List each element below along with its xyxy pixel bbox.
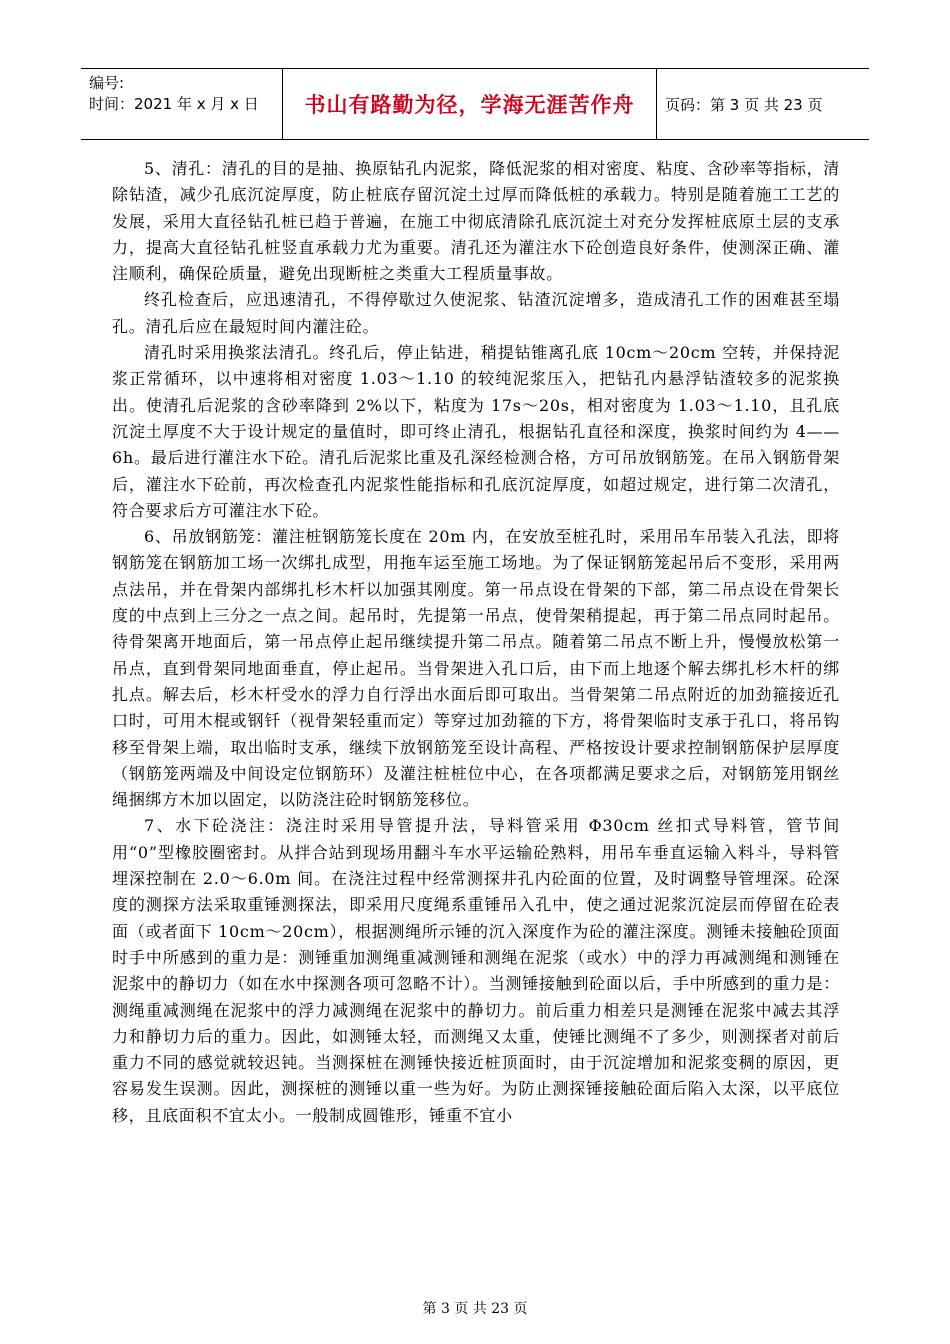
header-meta: [81, 69, 283, 139]
footer-page-number: 第 3 页 共 23 页: [422, 1301, 528, 1317]
page-number-info: 页码：第 3 页 共 23 页: [665, 95, 823, 114]
document-number: 编号:: [89, 74, 125, 92]
paragraph-underwater-concrete: 7、水下砼浇注：浇注时采用导管提升法，导料管采用 Φ30cm 丝扣式导料管，管节间用“0”型橡胶圈密封。从拌合站到现场用翻斗车水平运输砼熟料，用吊车垂直运输入料斗，导料管埋深控制在 2.0～6.0m 间。在浇注过程中经常测探井孔内砼面的位置，及时调整导管埋深。砼深度的测探方法采取重锤测探法，即采用尺度绳系重锤吊入孔中，使之通过泥浆沉淀层而停留在砼表面（或者面下 10cm～20cm），根据测绳所示锤的沉入深度作为砼的灌注深度。测锤未接触砼顶面时手中所感到的重力是：测锤重加测绳重减测锤和测绳在泥浆（或水）中的浮力再减测绳和测锤在泥浆中的静切力（如在水中探测各项可忽略不计）。当测锤接触到砼面以后，手中所感到的重力是：测绳重减测绳在泥浆中的浮力减测绳在泥浆中的静切力。前后重力相差只是测锤在泥浆中减去其浮力和静切力后的重力。因此，如测锤太轻，而测绳又太重，使锤比测绳不了多少，则测探者对前后重力不同的感觉就较迟钝。当测探桩在测锤快接近桩顶面时，由于沉淀增加和泥浆变稠的原因，更容易发生误测。因此，测探桩的测锤以重一些为好。为防止测探锤接触砼面后陷入太深，以平底位移，且底面积不宜太小。一般制成圆锥形，锤重不宜小: [112, 816, 840, 1125]
paragraph-slurry-exchange: 清孔时采用换浆法清孔。终孔后，停止钻进，稍提钻锥离孔底 10cm～20cm 空转，并保持泥浆正常循环，以中速将相对密度 1.03～1.10 的较纯泥浆压入，把钻孔内悬浮钻渣较多的泥浆换出。使清孔后泥浆的含砂率降到 2%以下，粘度为 17s～20s，相对密度为 1.03～1.10，且孔底沉淀土厚度不大于设计规定的量值时，即可终止清孔，根据钻孔直径和深度，换浆时间约为 4——6h。最后进行灌注水下砼。清孔后泥浆比重及孔深经检测合格，方可吊放钢筋笼。在吊入钢筋骨架后，灌注水下砼前，再次检查孔内泥浆性能指标和孔底沉淀厚度，如超过规定，进行第二次清孔，符合要求后方可灌注水下砼。: [112, 343, 840, 520]
header-motto-cell: [283, 69, 657, 139]
page-footer: [0, 1298, 950, 1318]
paragraph-rebar-cage: 6、吊放钢筋笼：灌注桩钢筋笼长度在 20m 内，在安放至桩孔时，采用吊车吊装入孔法，即将钢筋笼在钢筋加工场一次绑扎成型，用拖车运至施工场地。为了保证钢筋笼起吊后不变形，采用两点法吊，并在骨架内部绑扎杉木杆以加强其刚度。第一吊点设在骨架的下部，第二吊点设在骨架长度的中点到上三分之一点之间。起吊时，先提第一吊点，使骨架稍提起，再于第二吊点同时起吊。待骨架离开地面后，第一吊点停止起吊继续提升第二吊点。随着第二吊点不断上升，慢慢放松第一吊点，直到骨架同地面垂直，停止起吊。当骨架进入孔口后，由下而上地逐个解去绑扎杉木杆的绑扎点。解去后，杉木杆受水的浮力自行浮出水面后即可取出。当骨架第二吊点附近的加劲箍接近孔口时，可用木棍或钢钎（视骨架轻重而定）等穿过加劲箍的下方，将骨架临时支承于孔口，将吊钩移至骨架上端，取出临时支承，继续下放钢筋笼至设计高程、严格按设计要求控制钢筋保护层厚度（钢筋笼两端及中间设定位钢筋环）及灌注桩桩位中心，在各项都满足要求之后，对钢筋笼用钢丝绳捆绑方木加以固定，以防浇注砼时钢筋笼移位。: [112, 527, 840, 810]
document-body: [112, 156, 840, 1129]
motto-text: 书山有路勤为径，学海无涯苦作舟: [304, 93, 635, 117]
header-page-info: [657, 69, 869, 139]
document-date: 时间：2021 年 x 月 x 日: [89, 95, 259, 113]
paragraph-cleaning: 5、清孔：清孔的目的是抽、换原钻孔内泥浆，降低泥浆的相对密度、粘度、含砂率等指标，清除钻渣，减少孔底沉淀厚度，防止桩底存留沉淀土过厚而降低桩的承载力。特别是随着施工工艺的发展，采用大直径钻孔桩已趋于普遍，在施工中彻底清除孔底沉淀土对充分发挥桩底原土层的支承力，提高大直径钻孔桩竖直承载力尤为重要。清孔还为灌注水下砼创造良好条件，使测深正确、灌注顺利，确保砼质量，避免出现断桩之类重大工程质量事故。: [112, 159, 840, 284]
paragraph-final-check: 终孔检查后，应迅速清孔，不得停歇过久使泥浆、钻渣沉淀增多，造成清孔工作的困难甚至塌孔。清孔后应在最短时间内灌注砼。: [112, 290, 840, 336]
page-header: [81, 68, 869, 140]
